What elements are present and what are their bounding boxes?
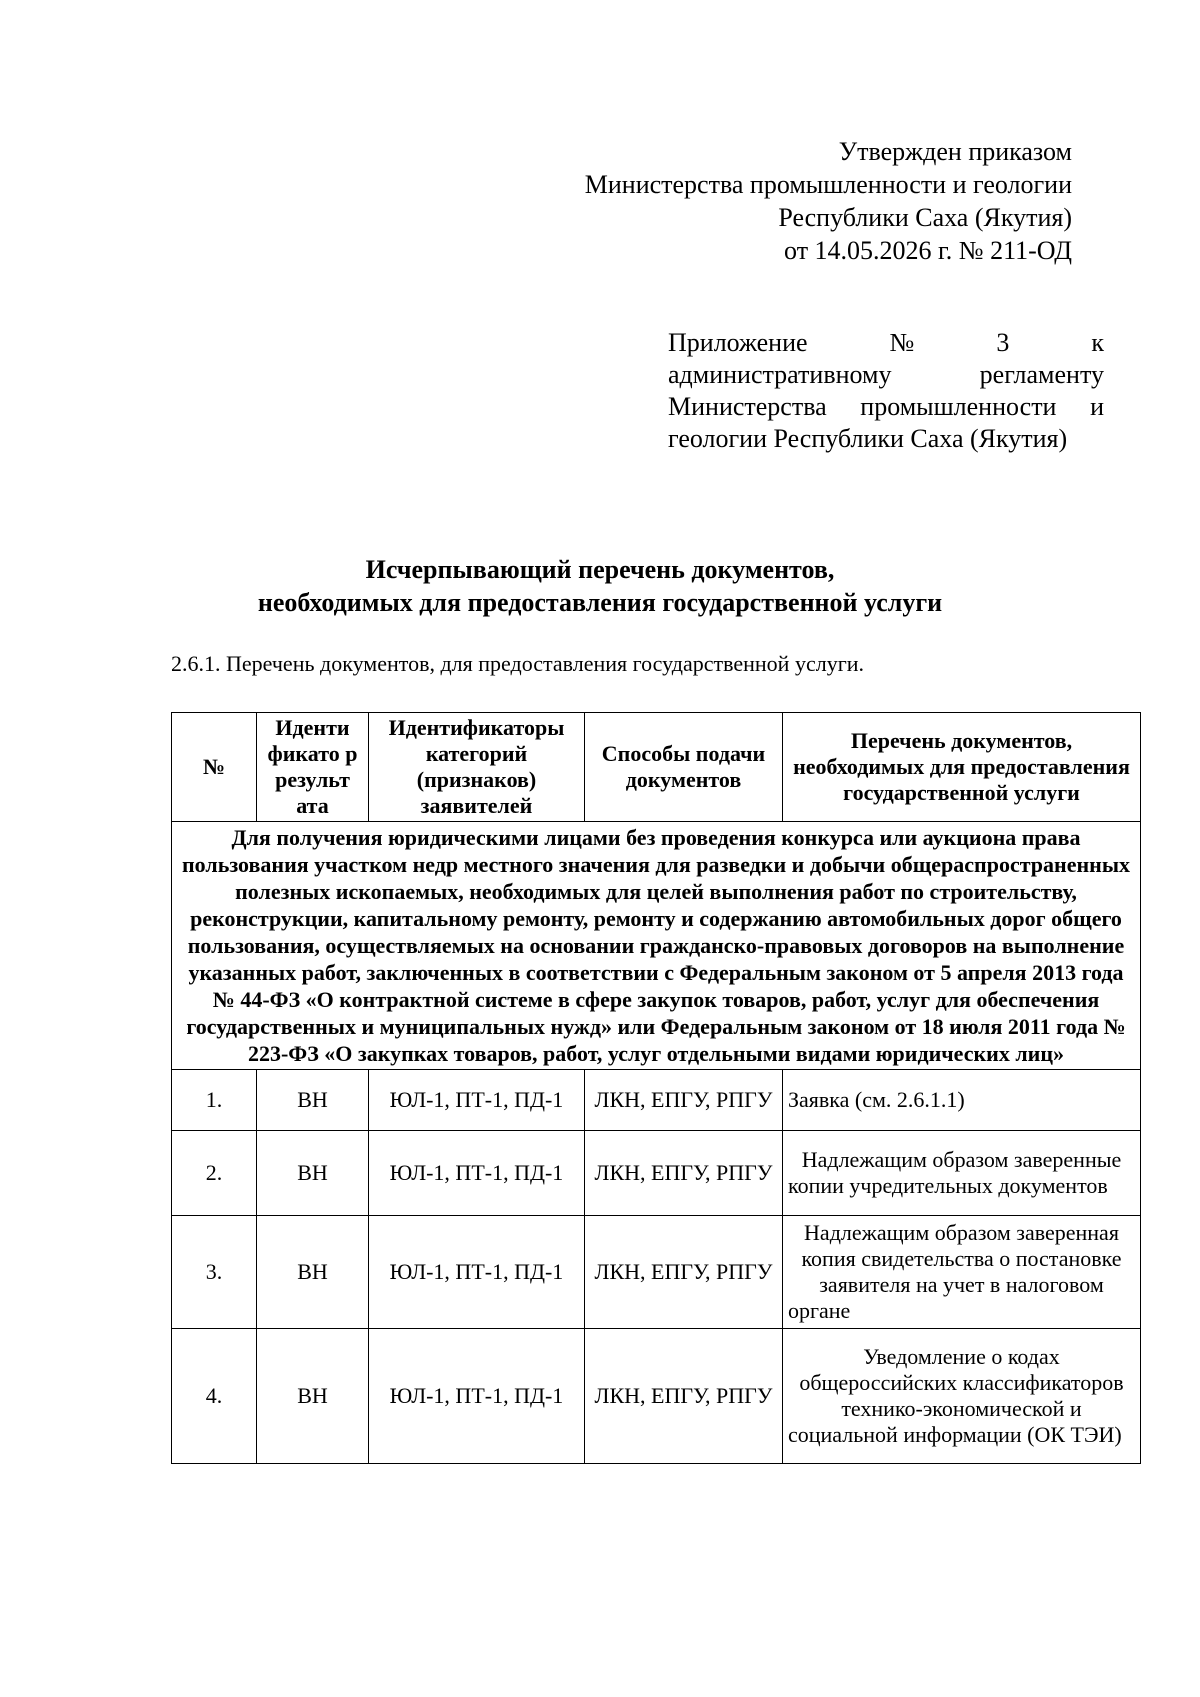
appendix-word: Приложение [668, 328, 808, 357]
group-row [172, 822, 1141, 1070]
row-document: Надлежащим образом заверенные копии учредительных документов [783, 1131, 1141, 1216]
appendix-text: административному регламенту Министерства промышленности и геологии Республики Саха (Якутия) [668, 360, 1104, 453]
appendix-first-line [668, 327, 1104, 359]
row-number: 2. [172, 1131, 257, 1216]
row-applicant-ids: ЮЛ-1, ПТ-1, ПД-1 [369, 1216, 585, 1329]
documents-table [171, 712, 1141, 1464]
approval-block [585, 135, 1072, 267]
row-submission-methods: ЛКН, ЕПГУ, РПГУ [585, 1329, 783, 1464]
row-result-id: ВН [257, 1216, 369, 1329]
group-description: Для получения юридическими лицами без проведения конкурса или аукциона права пользования участком недр местного значения для разведки и добычи общераспространенных полезных ископаемых, необходимых для целей выполнения работ по строительству, реконструкции, капитальному ремонту, ремонту и содержанию автомобильных дорог общего пользования, осуществляемых на основании гражданско-правовых договоров на выполнение указанных работ, заключенных в соответствии с Федеральным законом от 5 апреля 2013 года № 44-ФЗ «О контрактной системе в сфере закупок товаров, работ, услуг для обеспечения государственных и муниципальных нужд» или Федеральным законом от 18 июля 2011 года № 223-ФЗ «О закупках товаров, работ, услуг отдельными видами юридических лиц» [172, 822, 1141, 1070]
approval-line: Республики Саха (Якутия) [778, 203, 1072, 232]
header-documents: Перечень документов, необходимых для предоставления государственной услуги [783, 713, 1141, 822]
header-submission-methods: Способы подачи документов [585, 713, 783, 822]
row-submission-methods: ЛКН, ЕПГУ, РПГУ [585, 1216, 783, 1329]
header-applicant-ids: Идентификаторы категорий (признаков) заявителей [369, 713, 585, 822]
table-header-row [172, 713, 1141, 822]
row-result-id: ВН [257, 1329, 369, 1464]
table-row [172, 1216, 1141, 1329]
row-result-id: ВН [257, 1070, 369, 1131]
row-number: 3. [172, 1216, 257, 1329]
table-row [172, 1131, 1141, 1216]
header-result-id: Иденти фикато р результ ата [257, 713, 369, 822]
row-document: Надлежащим образом заверенная копия свидетельства о постановке заявителя на учет в налоговом органе [783, 1216, 1141, 1329]
row-applicant-ids: ЮЛ-1, ПТ-1, ПД-1 [369, 1131, 585, 1216]
approval-line: Утвержден приказом [838, 137, 1072, 166]
row-submission-methods: ЛКН, ЕПГУ, РПГУ [585, 1131, 783, 1216]
appendix-block [668, 327, 1104, 455]
appendix-word: 3 [996, 328, 1010, 357]
row-submission-methods: ЛКН, ЕПГУ, РПГУ [585, 1070, 783, 1131]
appendix-word: № [889, 328, 915, 357]
title-line: Исчерпывающий перечень документов, [365, 555, 835, 584]
row-number: 1. [172, 1070, 257, 1131]
appendix-word: к [1091, 328, 1104, 357]
document-title [150, 553, 1050, 619]
title-line: необходимых для предоставления государственной услуги [257, 588, 943, 617]
row-applicant-ids: ЮЛ-1, ПТ-1, ПД-1 [369, 1070, 585, 1131]
approval-line: от 14.05.2026 г. № 211-ОД [784, 236, 1072, 265]
section-label: 2.6.1. Перечень документов, для предоставления государственной услуги. [171, 651, 864, 676]
row-document: Заявка (см. 2.6.1.1) [783, 1070, 1141, 1131]
row-document: Уведомление о кодах общероссийских классификаторов технико-экономической и социальной информации (ОК ТЭИ) [783, 1329, 1141, 1464]
approval-line: Министерства промышленности и геологии [584, 170, 1072, 199]
row-result-id: ВН [257, 1131, 369, 1216]
header-number: № [172, 713, 257, 822]
table-row [172, 1329, 1141, 1464]
row-number: 4. [172, 1329, 257, 1464]
table-row [172, 1070, 1141, 1131]
row-applicant-ids: ЮЛ-1, ПТ-1, ПД-1 [369, 1329, 585, 1464]
